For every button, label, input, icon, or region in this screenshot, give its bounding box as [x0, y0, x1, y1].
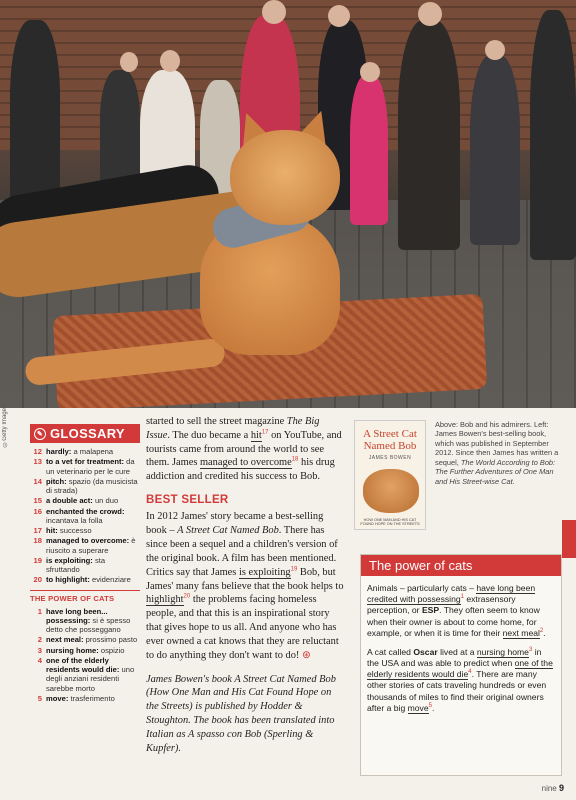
glossary-number: 5: [37, 693, 42, 703]
glossary-entry: [30, 447, 140, 456]
bystander: [398, 20, 460, 250]
glossary-ref: 4: [468, 669, 472, 676]
glossary-ref: 18: [291, 457, 299, 464]
glossary-subtitle: THE POWER OF CATS: [30, 590, 140, 603]
glossary-list: [30, 447, 140, 585]
bystander: [100, 70, 140, 190]
text: . They often seem to know when their owner is about to come home, for example, or when it is time for their: [367, 605, 540, 638]
text: Animals – particularly cats –: [367, 583, 477, 593]
glossary-number: 12: [33, 447, 42, 456]
glossary-term: a double act:: [46, 496, 93, 506]
glossary-term: is exploiting:: [46, 555, 93, 565]
glossary-entry: [30, 536, 140, 555]
glossary-definition: sta sfruttando: [46, 555, 106, 574]
glossary-term: is exploiting: [238, 566, 291, 578]
bystander-head: [160, 50, 180, 72]
bystander: [350, 75, 388, 225]
glossary-entry: [30, 507, 140, 526]
publication-note: James Bowen's book A Street Cat Named Bob (How One Man and His Cat Found Hope on the Streets) is published by Hodder & Stoughton. The book has been translated into Italian as A spasso con Bob (Sperling & Kupfer).: [146, 673, 336, 754]
glossary-term: have long been credited with possessing: [367, 583, 536, 605]
glossary-number: 2: [37, 635, 42, 645]
text: A cat called: [367, 646, 414, 657]
glossary-entry: [30, 656, 140, 693]
glossary-text: [46, 646, 124, 655]
cat-name: Oscar: [413, 646, 438, 657]
photo-caption: [435, 420, 563, 486]
text: on YouTube, and tourists came from around the world to see them. James: [146, 429, 342, 469]
glossary-number: 19: [33, 555, 42, 565]
end-mark-icon: ⊛: [301, 649, 311, 661]
glossary-term: move: [407, 702, 429, 713]
paragraph: [146, 415, 344, 484]
glossary-number: 1: [37, 606, 42, 616]
bystander-head: [360, 62, 380, 82]
glossary-title: GLOSSARY: [50, 426, 125, 441]
glossary-entry: [30, 526, 140, 535]
glossary-number: 14: [33, 476, 42, 486]
bystander-head: [485, 40, 505, 60]
glossary-definition: un duo: [92, 496, 119, 506]
magazine-title: The Big Issue: [146, 416, 320, 441]
power-of-cats-box: [360, 554, 562, 776]
glossary-number: 18: [33, 536, 42, 546]
glossary-term: nursing home:: [46, 645, 99, 655]
glossary-text: [46, 656, 140, 693]
glossary-definition: si è spesso detto che posseggano: [46, 615, 131, 634]
bystander-head: [418, 2, 442, 26]
cat-head: [230, 130, 340, 225]
glossary-text: [46, 607, 140, 635]
caption-text: .: [512, 476, 515, 486]
text: in the USA and was able to predict when: [367, 646, 542, 669]
glossary-term: next meal:: [46, 635, 84, 645]
glossary-term: nursing home: [476, 646, 529, 657]
box-body: [361, 576, 561, 714]
text: started to sell the street magazine: [146, 416, 287, 427]
esp-term: ESP: [421, 605, 440, 616]
box-title: The power of cats: [361, 555, 561, 576]
glossary-ref: 20: [183, 593, 191, 600]
glossary-text: [46, 556, 140, 575]
glossary-entry: [30, 694, 140, 703]
glossary-entry: [30, 646, 140, 655]
glossary-definition: da un veterinario per le cure: [46, 457, 135, 476]
glossary-term: move:: [46, 693, 69, 703]
glossary-number: 17: [33, 526, 42, 535]
glossary-list: [30, 607, 140, 704]
sequel-title: The World According to Bob: The Further Adventures of One Man and His Street-wise Cat: [435, 457, 556, 486]
glossary-ref: 5: [428, 702, 432, 709]
glossary-term: have long been... possessing:: [46, 606, 108, 625]
glossary-term: to a vet for treatment:: [46, 457, 125, 467]
glossary-entry: [30, 457, 140, 476]
glossary-term: hit: [250, 429, 262, 441]
paragraph: [146, 510, 344, 662]
bystander-head: [262, 0, 286, 24]
glossary-text: [46, 457, 140, 476]
glossary-ref: 17: [261, 429, 269, 436]
text: . The duo became a: [167, 429, 251, 441]
bystander: [10, 20, 60, 210]
glossary-definition: ospizio: [98, 645, 125, 655]
glossary-term: pitch:: [46, 476, 67, 486]
glossary-text: [46, 496, 118, 505]
text: his drug addiction and credited his success to Bob.: [146, 457, 335, 483]
paragraph: [367, 647, 555, 714]
glossary-term: to highlight:: [46, 575, 90, 585]
glossary-text: [46, 526, 92, 535]
glossary-entry: [30, 575, 140, 584]
paragraph: [367, 583, 555, 639]
glossary: [30, 424, 140, 704]
glossary-text: [46, 477, 140, 496]
book-cover-title: A Street Cat Named Bob: [363, 428, 417, 452]
glossary-ref: 1: [460, 594, 464, 601]
glossary-number: 13: [33, 457, 42, 467]
glossary-number: 20: [33, 575, 42, 585]
article-body: [146, 415, 344, 756]
glossary-term: hit:: [46, 526, 58, 535]
glossary-number: 16: [33, 506, 42, 516]
book-cover: [354, 420, 426, 530]
glossary-definition: evidenziare: [89, 575, 131, 585]
bystander: [470, 55, 520, 245]
glossary-text: [46, 536, 140, 555]
glossary-term: one of the elderly residents would die: [367, 658, 553, 680]
bystander-head: [120, 52, 138, 72]
text: . There has since been a sequel and a children's version of the original book. A film has been mentioned. Critics say that James: [146, 525, 338, 578]
glossary-ref: 19: [290, 566, 298, 573]
text: the problems facing homeless people, and that this is an inspirational story that gives hope to us all. And anyone who has ever owned a cat knows that they are reluctant to do anything they don't want to do!: [146, 594, 339, 661]
glossary-text: [46, 507, 140, 526]
speech-bubble-icon: ✎: [34, 428, 46, 440]
glossary-definition: successo: [57, 526, 92, 535]
glossary-ref: 3: [528, 647, 533, 653]
glossary-term: one of the elderly residents would die:: [46, 655, 120, 674]
glossary-number: 4: [37, 655, 42, 665]
glossary-entry: [30, 477, 140, 496]
photo-credit: ©Getty Images: [2, 405, 8, 447]
text: lived at a: [437, 646, 477, 657]
glossary-term: highlight: [146, 594, 184, 606]
text: . There are many other stories of cats traveling hundreds or even thousands of miles to find their original owners after a big: [367, 669, 547, 713]
glossary-term: hardly:: [46, 447, 72, 456]
text: extrasensory perception, or: [367, 594, 516, 616]
glossary-definition: spazio (da musicista di strada): [46, 476, 138, 495]
bystander-head: [328, 5, 350, 27]
glossary-term: enchanted the crowd:: [46, 506, 125, 516]
glossary-entry: [30, 635, 140, 644]
page-num: 9: [558, 783, 564, 793]
caption-text: Above: Bob and his admirers. Left: James Bowen's best-selling book, which was published in September 2012. Since then James has written a sequel,: [435, 420, 559, 467]
glossary-entry: [30, 556, 140, 575]
glossary-definition: è riuscito a superare: [46, 536, 136, 555]
glossary-number: 15: [33, 496, 42, 506]
glossary-definition: uno degli anziani residenti sarebbe morto: [46, 665, 135, 693]
glossary-term: managed to overcome: [199, 457, 292, 469]
glossary-definition: a malapena: [71, 447, 114, 456]
page-number: [542, 783, 564, 793]
glossary-text: [46, 447, 113, 456]
glossary-entry: [30, 607, 140, 635]
section-heading: BEST SELLER: [146, 494, 229, 507]
glossary-definition: incantava la folla: [46, 515, 103, 525]
glossary-term: next meal: [502, 627, 540, 638]
glossary-definition: prossimo pasto: [83, 635, 138, 645]
glossary-text: [46, 635, 137, 644]
glossary-text: [46, 575, 131, 584]
text: .: [431, 702, 435, 713]
glossary-text: [46, 694, 115, 703]
glossary-number: 3: [37, 645, 42, 655]
page-tab: [562, 520, 576, 558]
bystander: [530, 10, 576, 260]
text: In 2012 James' story became a best-selling book –: [146, 511, 324, 537]
glossary-entry: [30, 496, 140, 505]
book-cover-author: JAMES BOWEN: [368, 455, 412, 462]
page-label: nine: [541, 784, 557, 793]
book-cover-subtitle: HOW ONE MAN AND HIS CAT FOUND HOPE ON THE STREETS: [360, 518, 420, 526]
glossary-ref: 2: [539, 627, 544, 634]
text: .: [543, 627, 546, 638]
book-cover-cat: [363, 469, 419, 513]
glossary-definition: trasferimento: [68, 693, 115, 703]
glossary-header: [30, 424, 140, 443]
glossary-term: managed to overcome:: [46, 536, 130, 546]
text: Bob, but James' many fans believe that the book helps to: [146, 566, 344, 592]
book-title: A Street Cat Named Bob: [177, 525, 279, 537]
